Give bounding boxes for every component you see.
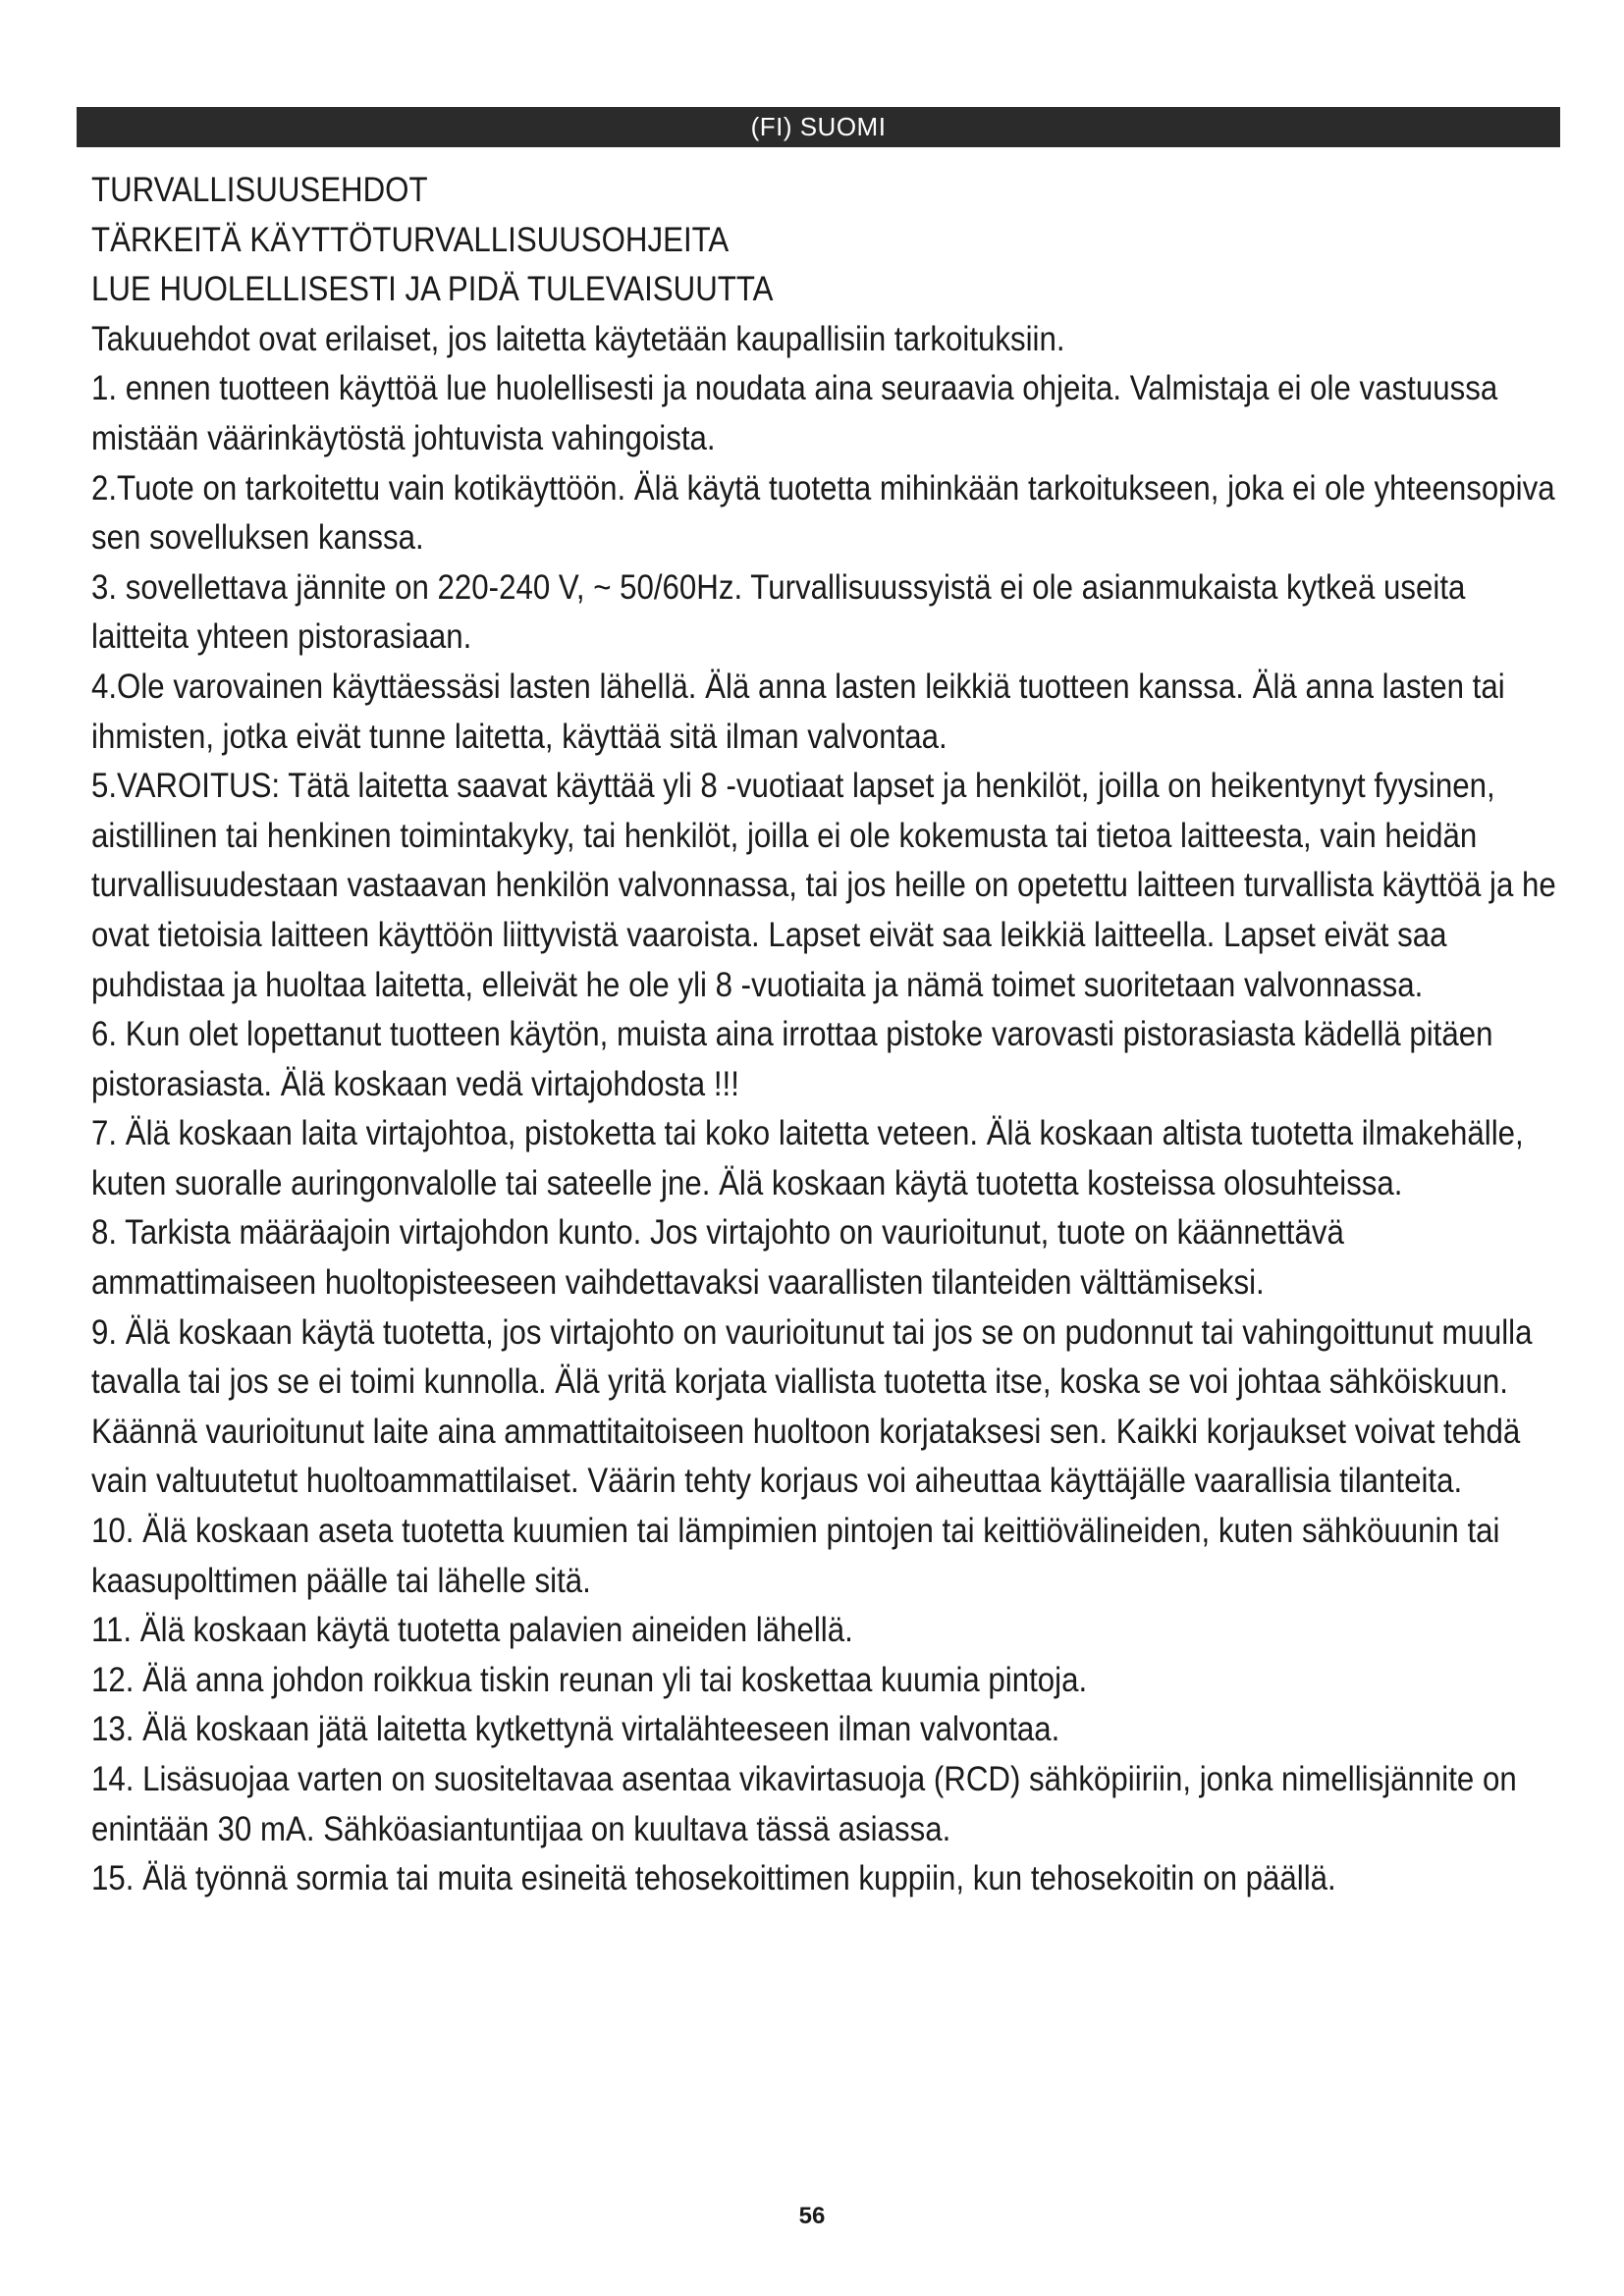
instruction-item-5: 5.VAROITUS: Tätä laitetta saavat käyttää yli 8 -vuotiaat lapset ja henkilöt, joilla on heikentynyt fyysinen, aistillinen tai henkinen toimintakyky, tai henkilöt, joilla ei ole kokemusta tai tietoa laitteesta, vain heidän turvallisuudestaan vastaavan henkilön valvonnassa, tai jos heille on opetettu laitteen turvallista käyttöä ja he ovat tietoisia laitteen käyttöön liittyvistä vaaroista. Lapset eivät saa leikkiä laitteella. Lapset eivät saa puhdistaa ja huoltaa laitetta, elleivät he ole yli 8 -vuotiaita ja nämä toimet suoritetaan valvonnassa. bbox=[91, 766, 1556, 1004]
instruction-item-3: 3. sovellettava jännite on 220-240 V, ~ 50/60Hz. Turvallisuussyistä ei ole asianmukaista kytkeä useita laitteita yhteen pistorasiaan. bbox=[91, 566, 1466, 657]
language-header-bar bbox=[77, 107, 1560, 147]
instruction-item-11: 11. Älä koskaan käytä tuotetta palavien aineiden lähellä. bbox=[91, 1610, 853, 1650]
language-label: (FI) SUOMI bbox=[750, 112, 887, 141]
instruction-item-13: 13. Älä koskaan jätä laitetta kytkettynä virtalähteeseen ilman valvontaa. bbox=[91, 1709, 1060, 1749]
heading-important-instructions: TÄRKEITÄ KÄYTTÖTURVALLISUUSOHJEITA bbox=[91, 219, 730, 259]
instruction-item-2: 2.Tuote on tarkoitettu vain kotikäyttöön. Älä käytä tuotetta mihinkään tarkoitukseen, joka ei ole yhteensopiva sen sovelluksen kanssa. bbox=[91, 467, 1555, 558]
intro-text: Takuuehdot ovat erilaiset, jos laitetta käytetään kaupallisiin tarkoituksiin. bbox=[91, 318, 1065, 358]
page-number: 56 bbox=[798, 2203, 826, 2229]
instruction-item-10: 10. Älä koskaan aseta tuotetta kuumien tai lämpimien pintojen tai keittiövälineiden, kuten sähköuunin tai kaasupolttimen päälle tai lähelle sitä. bbox=[91, 1511, 1500, 1600]
instruction-item-6: 6. Kun olet lopettanut tuotteen käytön, muista aina irrottaa pistoke varovasti pistorasiasta kädellä pitäen pistorasiasta. Älä koskaan vedä virtajohdosta !!! bbox=[91, 1014, 1493, 1103]
safety-instructions bbox=[91, 165, 1564, 1903]
instruction-item-1: 1. ennen tuotteen käyttöä lue huolellisesti ja noudata aina seuraavia ohjeita. Valmistaja ei ole vastuussa mistään väärinkäytöstä johtuvista vahingoista. bbox=[91, 368, 1498, 457]
instruction-item-15: 15. Älä työnnä sormia tai muita esineitä tehosekoittimen kuppiin, kun tehosekoitin on päällä. bbox=[91, 1858, 1336, 1898]
heading-safety-conditions: TURVALLISUUSEHDOT bbox=[91, 170, 428, 209]
instruction-item-8: 8. Tarkista määräajoin virtajohdon kunto. Jos virtajohto on vaurioitunut, tuote on käännettävä ammattimaiseen huoltopisteeseen vaihdettavaksi vaarallisten tilanteiden välttämiseksi. bbox=[91, 1212, 1344, 1303]
instruction-item-4: 4.Ole varovainen käyttäessäsi lasten lähellä. Älä anna lasten leikkiä tuotteen kanssa. Älä anna lasten tai ihmisten, jotka eivät tunne laitetta, käyttää sitä ilman valvontaa. bbox=[91, 666, 1505, 756]
instruction-item-7: 7. Älä koskaan laita virtajohtoa, pistoketta tai koko laitetta veteen. Älä koskaan altista tuotetta ilmakehälle, kuten suoralle auringonvalolle tai sateelle jne. Älä koskaan käytä tuotetta kosteissa olosuhteissa. bbox=[91, 1113, 1524, 1202]
instruction-item-9: 9. Älä koskaan käytä tuotetta, jos virtajohto on vaurioitunut tai jos se on pudonnut tai vahingoittunut muulla tavalla tai jos se ei toimi kunnolla. Älä yritä korjata viallista tuotetta itse, koska se voi johtaa sähköiskuun. Käännä vaurioitunut laite aina ammattitaitoiseen huoltoon korjataksesi sen. Kaikki korjaukset voivat tehdä vain valtuutetut huoltoammattilaiset. Väärin tehty korjaus voi aiheuttaa käyttäjälle vaarallisia tilanteita. bbox=[91, 1311, 1533, 1501]
heading-read-carefully: LUE HUOLELLISESTI JA PIDÄ TULEVAISUUTTA bbox=[91, 269, 774, 309]
instruction-item-14: 14. Lisäsuojaa varten on suositeltavaa asentaa vikavirtasuoja (RCD) sähköpiiriin, jonka nimellisjännite on enintään 30 mA. Sähköasiantuntijaa on kuultava tässä asiassa. bbox=[91, 1759, 1517, 1848]
instruction-item-12: 12. Älä anna johdon roikkua tiskin reunan yli tai koskettaa kuumia pintoja. bbox=[91, 1659, 1088, 1699]
